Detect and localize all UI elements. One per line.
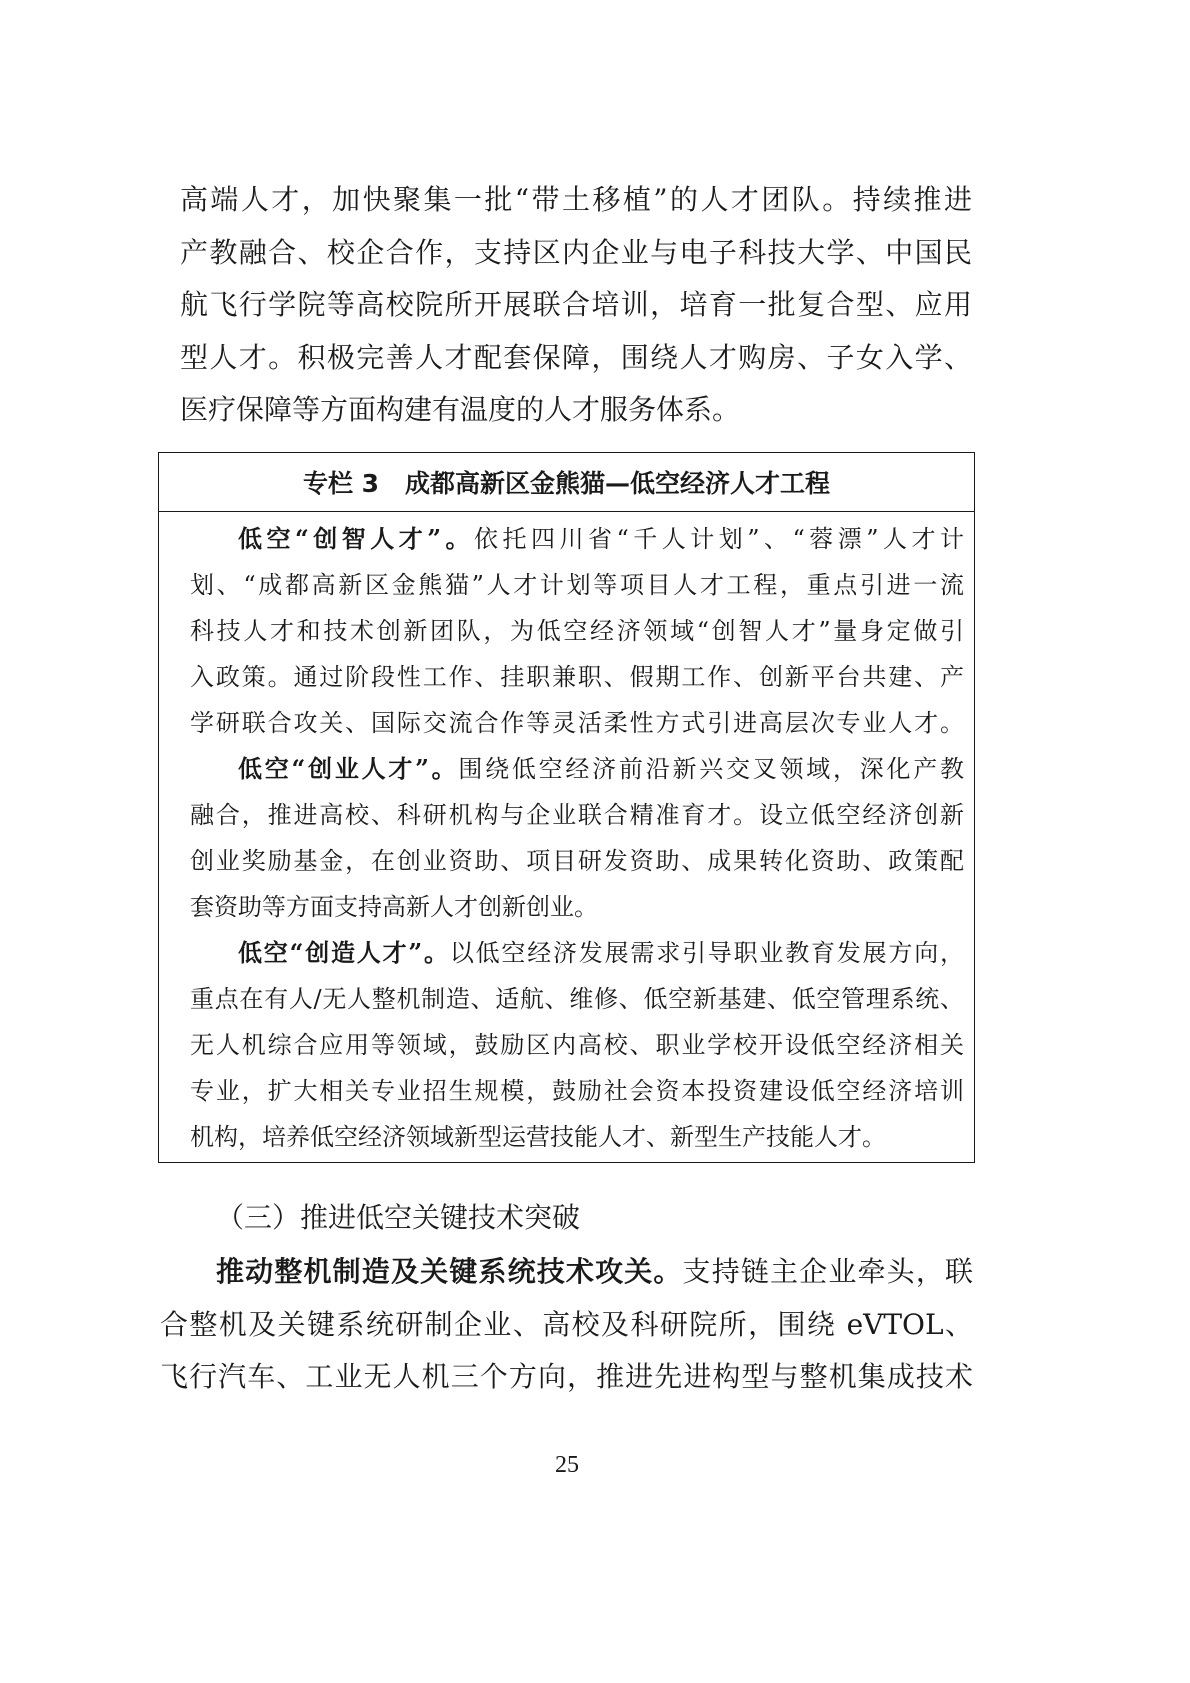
box-section-entrepreneur-talent xyxy=(190,746,964,930)
line-text: 围绕低空经济前沿新兴交叉领域，深化产教 xyxy=(458,755,964,783)
section-lead: 低空“创业人才”。 xyxy=(238,754,459,783)
tech-line xyxy=(160,1246,973,1299)
box-line: 入政策。通过阶段性工作、挂职兼职、假期工作、创新平台共建、产 xyxy=(190,663,964,691)
intro-line: 航飞行学院等高校院所开展联合培训，培育一批复合型、应用 xyxy=(180,288,972,321)
box-line: 融合，推进高校、科研机构与企业联合精准育才。设立低空经济创新 xyxy=(190,801,964,829)
box-line: 学研联合攻关、国际交流合作等灵活柔性方式引进高层次专业人才。 xyxy=(190,709,964,737)
intro-line: 产教融合、校企合作，支持区内企业与电子科技大学、中国民 xyxy=(180,235,972,269)
box-line: 科技人才和技术创新团队，为低空经济领域“创智人才”量身定做引 xyxy=(190,617,964,645)
line-text: 以低空经济发展需求引导职业教育发展方向， xyxy=(449,939,965,967)
line-text: 支持链主企业牵头，联 xyxy=(682,1255,973,1288)
section-lead: 低空“创智人才”。 xyxy=(238,524,475,553)
section-heading: （三）推进低空关键技术突破 xyxy=(216,1201,581,1234)
tech-line: 飞行汽车、工业无人机三个方向，推进先进构型与整机集成技术 xyxy=(160,1360,973,1393)
box-line xyxy=(190,746,964,792)
box-section-innovation-talent xyxy=(190,516,964,746)
paragraph-lead: 推动整机制造及关键系统技术攻关。 xyxy=(216,1255,683,1288)
line-text: 依托四川省“千人计划”、“蓉漂”人才计 xyxy=(474,525,964,553)
intro-line: 型人才。积极完善人才配套保障，围绕人才购房、子女入学、 xyxy=(180,340,972,374)
intro-paragraph xyxy=(180,174,972,437)
box-line: 重点在有人/无人整机制造、适航、维修、低空新基建、低空管理系统、 xyxy=(190,985,964,1013)
box-line: 专业，扩大相关专业招生规模，鼓励社会资本投资建设低空经济培训 xyxy=(190,1077,964,1105)
box-line: 无人机综合应用等领域，鼓励区内高校、职业学校开设低空经济相关 xyxy=(190,1031,964,1059)
page-number: 25 xyxy=(555,1452,579,1478)
tech-paragraph xyxy=(160,1246,973,1404)
feature-box xyxy=(158,452,975,1163)
box-header xyxy=(159,453,974,512)
box-line: 机构，培养低空经济领域新型运营技能人才、新型生产技能人才。 xyxy=(190,1123,886,1151)
tech-line: 合整机及关键系统研制企业、高校及科研院所，围绕 eVTOL、 xyxy=(160,1307,973,1341)
box-line: 套资助等方面支持高新人才创新创业。 xyxy=(190,893,598,921)
box-line: 划、“成都高新区金熊猫”人才计划等项目人才工程，重点引进一流 xyxy=(190,571,964,599)
box-line: 创业奖励基金，在创业资助、项目研发资助、成果转化资助、政策配 xyxy=(190,847,964,875)
box-line xyxy=(190,516,964,562)
intro-line: 高端人才，加快聚集一批“带土移植”的人才团队。持续推进 xyxy=(180,183,972,216)
box-body xyxy=(159,512,974,1160)
box-section-skilled-talent xyxy=(190,930,964,1160)
box-line xyxy=(190,930,964,976)
box-label: 专栏 3 xyxy=(302,469,380,498)
box-title: 成都高新区金熊猫—低空经济人才工程 xyxy=(405,469,831,498)
section-lead: 低空“创造人才”。 xyxy=(238,938,450,967)
intro-line: 医疗保障等方面构建有温度的人才服务体系。 xyxy=(180,393,741,426)
